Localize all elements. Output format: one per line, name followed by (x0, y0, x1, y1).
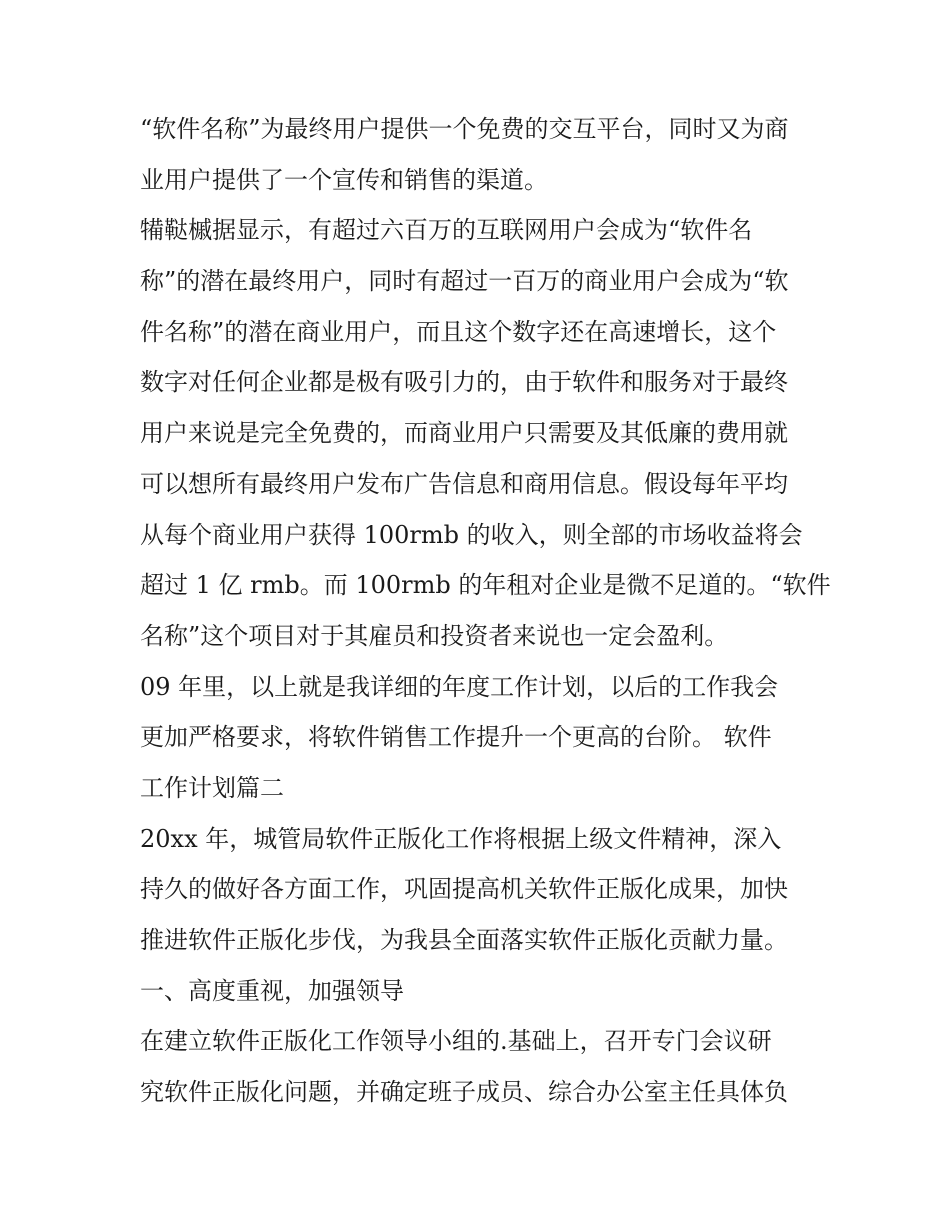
section-heading: 一、高度重视，加强领导 (140, 976, 404, 1005)
text-line: 业用户提供了一个宣传和销售的渠道。 (140, 165, 548, 194)
text-line: 超过 1 亿 rmb。而 100rmb 的年租对企业是微不足道的。“软件 (140, 571, 831, 600)
text-line: 更加严格要求，将软件销售工作提升一个更高的台阶。 软件 (140, 723, 772, 752)
text-line: 犕鞑槭据显示，有超过六百万的互联网用户会成为“软件名 (140, 216, 753, 245)
section-heading: 工作计划篇二 (140, 773, 284, 802)
text-line: 推进软件正版化步伐，为我县全面落实软件正版化贡献力量。 (140, 926, 788, 954)
text-line: 件名称”的潜在商业用户，而且这个数字还在高速增长，这个 (140, 317, 777, 346)
text-line: “软件名称”为最终用户提供一个免费的交互平台，同时又为商 (140, 115, 789, 143)
text-line: 持久的做好各方面工作，巩固提高机关软件正版化成果，加快 (140, 875, 788, 904)
text-line: 09 年里，以上就是我详细的年度工作计划，以后的工作我会 (140, 672, 779, 701)
text-line: 20xx 年，城管局软件正版化工作将根据上级文件精神，深入 (140, 824, 782, 853)
text-line: 称”的潜在最终用户，同时有超过一百万的商业用户会成为“软 (140, 267, 789, 296)
text-line: 在建立软件正版化工作领导小组的.基础上，召开专门会议研 (140, 1027, 772, 1056)
text-line: 究软件正版化问题，并确定班子成员、综合办公室主任具体负 (140, 1078, 788, 1107)
text-line: 数字对任何企业都是极有吸引力的，由于软件和服务对于最终 (140, 368, 788, 397)
document-body (140, 104, 831, 1118)
text-line: 名称”这个项目对于其雇员和投资者来说也一定会盈利。 (140, 621, 729, 650)
text-line: 用户来说是完全免费的，而商业用户只需要及其低廉的费用就 (140, 419, 788, 448)
text-line: 从每个商业用户获得 100rmb 的收入，则全部的市场收益将会 (140, 520, 803, 549)
text-line: 可以想所有最终用户发布广告信息和商用信息。假设每年平均 (140, 469, 788, 498)
